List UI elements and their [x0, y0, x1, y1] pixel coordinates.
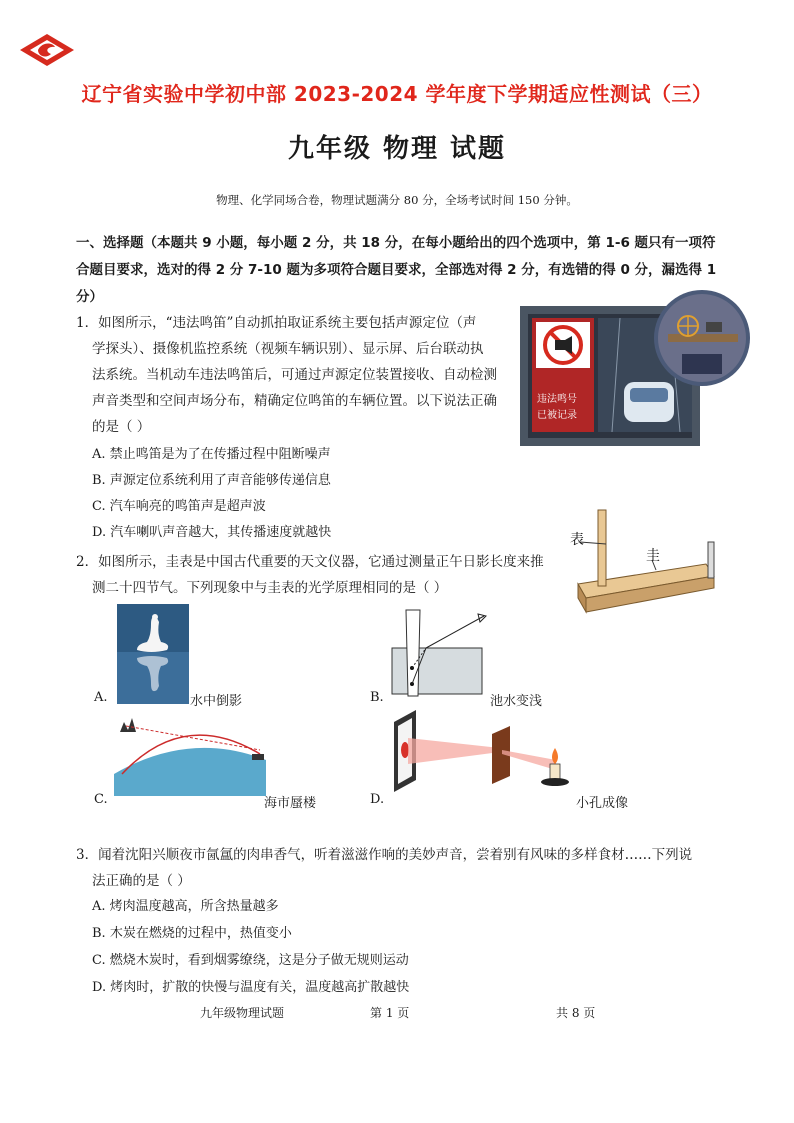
section-line-1: 一、选择题（本题共 9 小题，每小题 2 分，共 18 分，在每小题给出的四个选项中，第 1-6 题只有一项符	[76, 235, 716, 251]
q2-option-a-letter: A.	[94, 690, 108, 705]
label-gui: 圭	[646, 548, 660, 564]
honk-capture-photo	[520, 290, 756, 446]
q2-option-d-letter: D.	[370, 792, 385, 807]
q2-option-d-caption: 小孔成像	[576, 796, 629, 811]
q2-line: 测二十四节气。下列现象中与圭表的光学原理相同的是（ ）	[92, 580, 448, 596]
footer-total: 共 8 页	[556, 1006, 596, 1020]
q1-option-b: B. 声源定位系统利用了声音能够传递信息	[92, 473, 331, 488]
exam-note: 物理、化学同场合卷，物理试题满分 80 分，全场考试时间 150 分钟。	[216, 193, 578, 207]
exam-title: 九年级 物理 试题	[287, 134, 507, 164]
q2-line: 2．如图所示，圭表是中国古代重要的天文仪器，它通过测量正午日影长度来推	[76, 554, 544, 570]
q3-option-c: C. 燃烧木炭时，看到烟雾缭绕，这是分子做无规则运动	[92, 953, 409, 968]
screen-text-1: 违法鸣号	[537, 394, 577, 405]
section-line-2: 合题目要求，选对的得 2 分 7-10 题为多项符合题目要求，全部选对得 2 分，有选错的得 0 分，漏选得 1	[76, 262, 717, 278]
section-line-3: 分）	[76, 289, 103, 305]
q2-option-c-caption: 海市蜃楼	[264, 796, 317, 811]
footer-page: 第 1 页	[370, 1006, 410, 1020]
q1-option-c: C. 汽车响亮的鸣笛声是超声波	[92, 499, 266, 514]
q1-line: 法系统。当机动车违法鸣笛后，可通过声源定位装置接收、自动检测	[92, 367, 497, 383]
q2-option-b-caption: 池水变浅	[490, 694, 543, 709]
question-2-stem	[76, 549, 566, 601]
guibiao-illustration	[566, 504, 726, 628]
pool-refraction-diagram	[390, 608, 490, 698]
swan-reflection-image	[117, 604, 189, 704]
q3-option-d: D. 烤肉时，扩散的快慢与温度有关，温度越高扩散越快	[92, 980, 410, 995]
q1-line: 1．如图所示，“违法鸣笛”自动抓拍取证系统主要包括声源定位（声	[76, 315, 477, 331]
q3-option-a: A. 烤肉温度越高，所含热量越多	[92, 899, 279, 914]
q3-option-b: B. 木炭在燃烧的过程中，热值变小	[92, 926, 292, 941]
q1-option-a: A. 禁止鸣笛是为了在传播过程中阻断噪声	[92, 447, 331, 462]
q3-line: 3．闻着沈阳兴顺夜市氤氲的肉串香气，听着滋滋作响的美妙声音，尝着别有风味的多样食材……下列说	[76, 847, 693, 863]
q1-line: 的是（ ）	[92, 419, 151, 435]
school-logo-icon	[18, 32, 76, 68]
question-3-stem	[76, 842, 736, 894]
q3-line: 法正确的是（ ）	[92, 873, 191, 889]
screen-text-2: 已被记录	[537, 410, 577, 421]
question-1-stem	[76, 310, 516, 440]
q2-option-b-letter: B.	[370, 690, 384, 705]
footer-subject: 九年级物理试题	[200, 1006, 285, 1020]
label-biao: 表	[570, 532, 584, 548]
q1-line: 声音类型和空间声场分布，精确定位鸣笛的车辆位置。以下说法正确	[92, 393, 497, 409]
school-title: 辽宁省实验中学初中部 2023-2024 学年度下学期适应性测试（三）	[81, 82, 713, 106]
q2-option-c-letter: C.	[94, 792, 108, 807]
q1-option-d: D. 汽车喇叭声音越大，其传播速度就越快	[92, 525, 332, 540]
mirage-diagram	[114, 710, 266, 796]
q2-option-a-caption: 水中倒影	[190, 694, 243, 709]
q1-line: 学探头）、摄像机监控系统（视频车辆识别）、显示屏、后台联动执	[92, 341, 484, 357]
pinhole-imaging-diagram	[392, 708, 582, 794]
